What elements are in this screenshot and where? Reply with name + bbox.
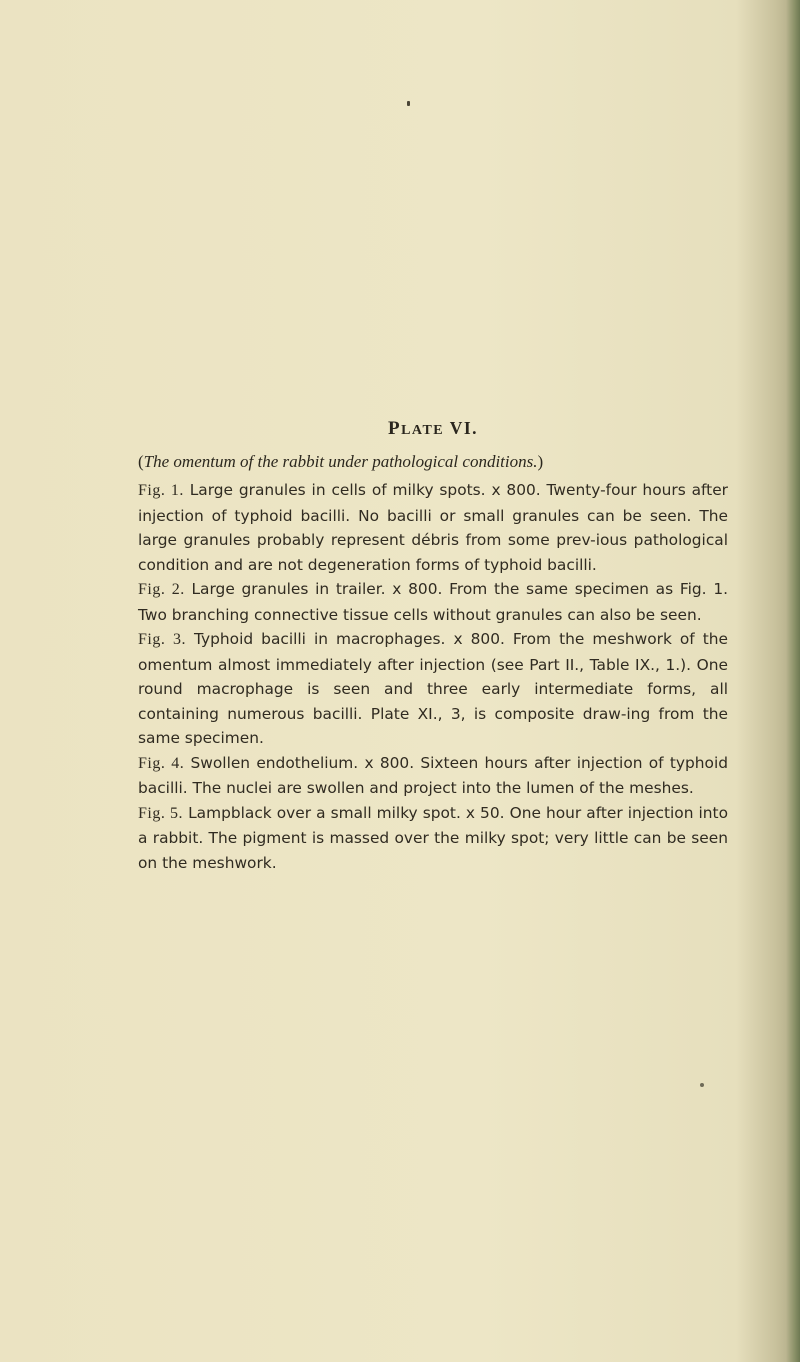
- figure-label: Fig. 5.: [138, 804, 184, 822]
- paper-spot: [700, 1083, 704, 1087]
- figure-caption-2: [138, 577, 728, 627]
- subtitle-close-paren: ): [537, 452, 544, 471]
- ink-speck: [407, 101, 410, 106]
- figure-caption-3: [138, 627, 728, 751]
- figure-label: Fig. 4.: [138, 754, 185, 772]
- figure-label: Fig. 3.: [138, 631, 186, 648]
- figure-text: Lampblack over a small milky spot. x 50. One hour after injection into a rabbit. The pigment is massed over the milky spot; very little can be seen on the meshwork.: [138, 803, 728, 872]
- figure-text: Large granules in cells of milky spots. x 800. Twenty-four hours after injection of typhoid bacilli. No bacilli or small granules can be seen. The large granules probably represent débris from some prev-ious pathological condition and are not degeneration forms of typhoid bacilli.: [138, 481, 728, 574]
- page-edge-shadow: [786, 0, 800, 1362]
- figure-label: Fig. 1.: [138, 482, 184, 499]
- plate-title-initial: P: [387, 418, 402, 439]
- figure-label: Fig. 2.: [138, 581, 185, 598]
- subtitle-open-paren: (: [138, 452, 144, 471]
- figure-text: Large granules in trailer. x 800. From the same specimen as Fig. 1. Two branching connective tissue cells without granules can also be seen.: [138, 580, 728, 624]
- figure-caption-4: [138, 751, 728, 801]
- subtitle-text: The omentum of the rabbit under pathological conditions.: [143, 452, 538, 471]
- figure-caption-1: [138, 478, 728, 577]
- plate-subtitle: [138, 452, 728, 472]
- figure-text: Typhoid bacilli in macrophages. x 800. From the meshwork of the omentum almost immediately after injection (see Part II., Table IX., 1.). One round macrophage is seen and three early intermediate forms, all containing numerous bacilli. Plate XI., 3, is composite draw-ing from the same specimen.: [138, 630, 729, 747]
- figure-text: Swollen endothelium. x 800. Sixteen hours after injection of typhoid bacilli. The nuclei are swollen and project into the lumen of the meshes.: [138, 753, 728, 797]
- plate-title-number: VI.: [444, 418, 479, 438]
- plate-title-rest: LATE: [401, 423, 445, 438]
- plate-title: [138, 418, 728, 440]
- figure-caption-5: [138, 801, 728, 876]
- plate-caption-block: [138, 418, 728, 875]
